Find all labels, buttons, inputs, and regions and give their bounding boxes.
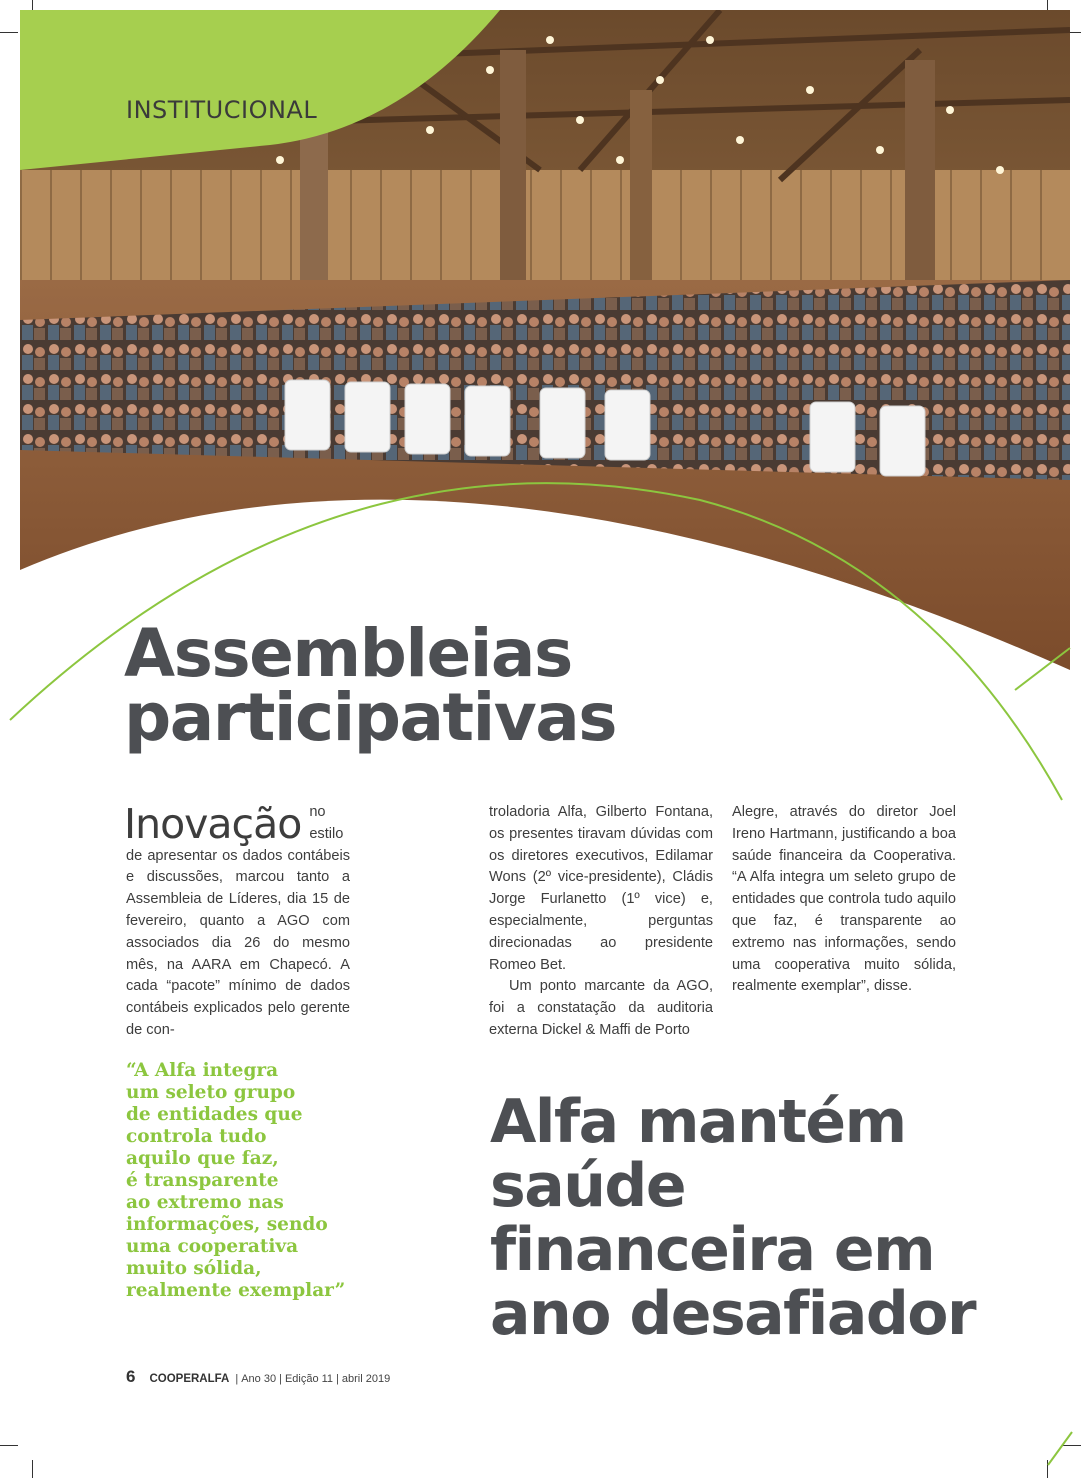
pull-quote-line: de entidades que <box>126 1104 303 1125</box>
section-label: INSTITUCIONAL <box>126 96 318 124</box>
page-number: 6 <box>126 1367 136 1386</box>
crop-mark <box>0 1445 18 1446</box>
article-column-1 <box>126 802 350 1042</box>
subheadline <box>490 1087 1050 1349</box>
pull-quote-line: uma cooperativa <box>126 1236 299 1257</box>
pull-quote-line: controla tudo <box>126 1126 267 1147</box>
article-paragraph: Um ponto marcante da AGO, foi a constatação da auditoria externa Dickel & Maffi de Porto <box>489 978 713 1038</box>
crop-mark <box>1047 1460 1048 1478</box>
pull-quote-line: ao extremo nas <box>126 1192 284 1213</box>
crop-mark <box>1063 1445 1081 1446</box>
crop-mark <box>0 32 18 33</box>
pull-quote-line: realmente exemplar” <box>126 1280 346 1301</box>
pull-quote-line: “A Alfa integra <box>126 1060 279 1081</box>
article-text: no estilo de apresentar os dados contábeis e discussões, marcou tanto a Assembleia de Líderes, dia 15 de fevereiro, quanto a AGO com associados dia 26 do mesmo mês, na AARA em Chapecó. A cada “pacote” mínimo de dados contábeis explicados pelo gerente de con- <box>126 804 350 1038</box>
article-paragraph: troladoria Alfa, Gilberto Fontana, os presentes tiravam dúvidas com os diretores executivos, Edilamar Wons (2º vice-presidente), Cládis Jorge Furlanetto (1º vice) e, especialmente, perguntas direcionadas ao presidente Romeo Bet. <box>489 804 713 973</box>
headline-line: participativas <box>124 679 617 756</box>
pull-quote <box>126 1060 356 1302</box>
footer-divider: | <box>336 1373 339 1385</box>
pull-quote-line: informações, sendo <box>126 1214 328 1235</box>
drop-word: Inovação <box>124 800 302 848</box>
headline <box>124 615 617 756</box>
publication-name: COOPERALFA <box>149 1373 230 1385</box>
footer-date: abril 2019 <box>341 1373 391 1385</box>
pull-quote-line: muito sólida, <box>126 1258 262 1279</box>
footer-divider: | <box>235 1373 239 1385</box>
pull-quote-line: é transparente <box>126 1170 279 1191</box>
crop-mark <box>32 1460 33 1478</box>
subheadline-line: saúde <box>490 1151 686 1221</box>
subheadline-line: Alfa mantém <box>490 1087 906 1157</box>
article-column-2 <box>489 802 713 1042</box>
pull-quote-line: aquilo que faz, <box>126 1148 279 1169</box>
footer-year: Ano 30 <box>241 1373 277 1385</box>
headline-line: Assembleias <box>124 615 572 692</box>
subheadline-line: ano desafiador <box>490 1279 976 1349</box>
page-footer <box>126 1367 390 1387</box>
article-paragraph: Alegre, através do diretor Joel Ireno Hartmann, justificando a boa saúde financeira da Cooperativa. “A Alfa integra um seleto grupo de entidades que controla tudo aquilo que faz, é transparente ao extremo nas informações, sendo uma cooperativa muito sólida, realmente exemplar”, disse. <box>732 804 956 995</box>
article-column-3 <box>732 802 956 998</box>
pull-quote-line: um seleto grupo <box>126 1082 296 1103</box>
footer-divider: | <box>279 1373 282 1385</box>
subheadline-line: financeira em <box>490 1215 935 1285</box>
footer-edition: Edição 11 <box>284 1373 334 1385</box>
